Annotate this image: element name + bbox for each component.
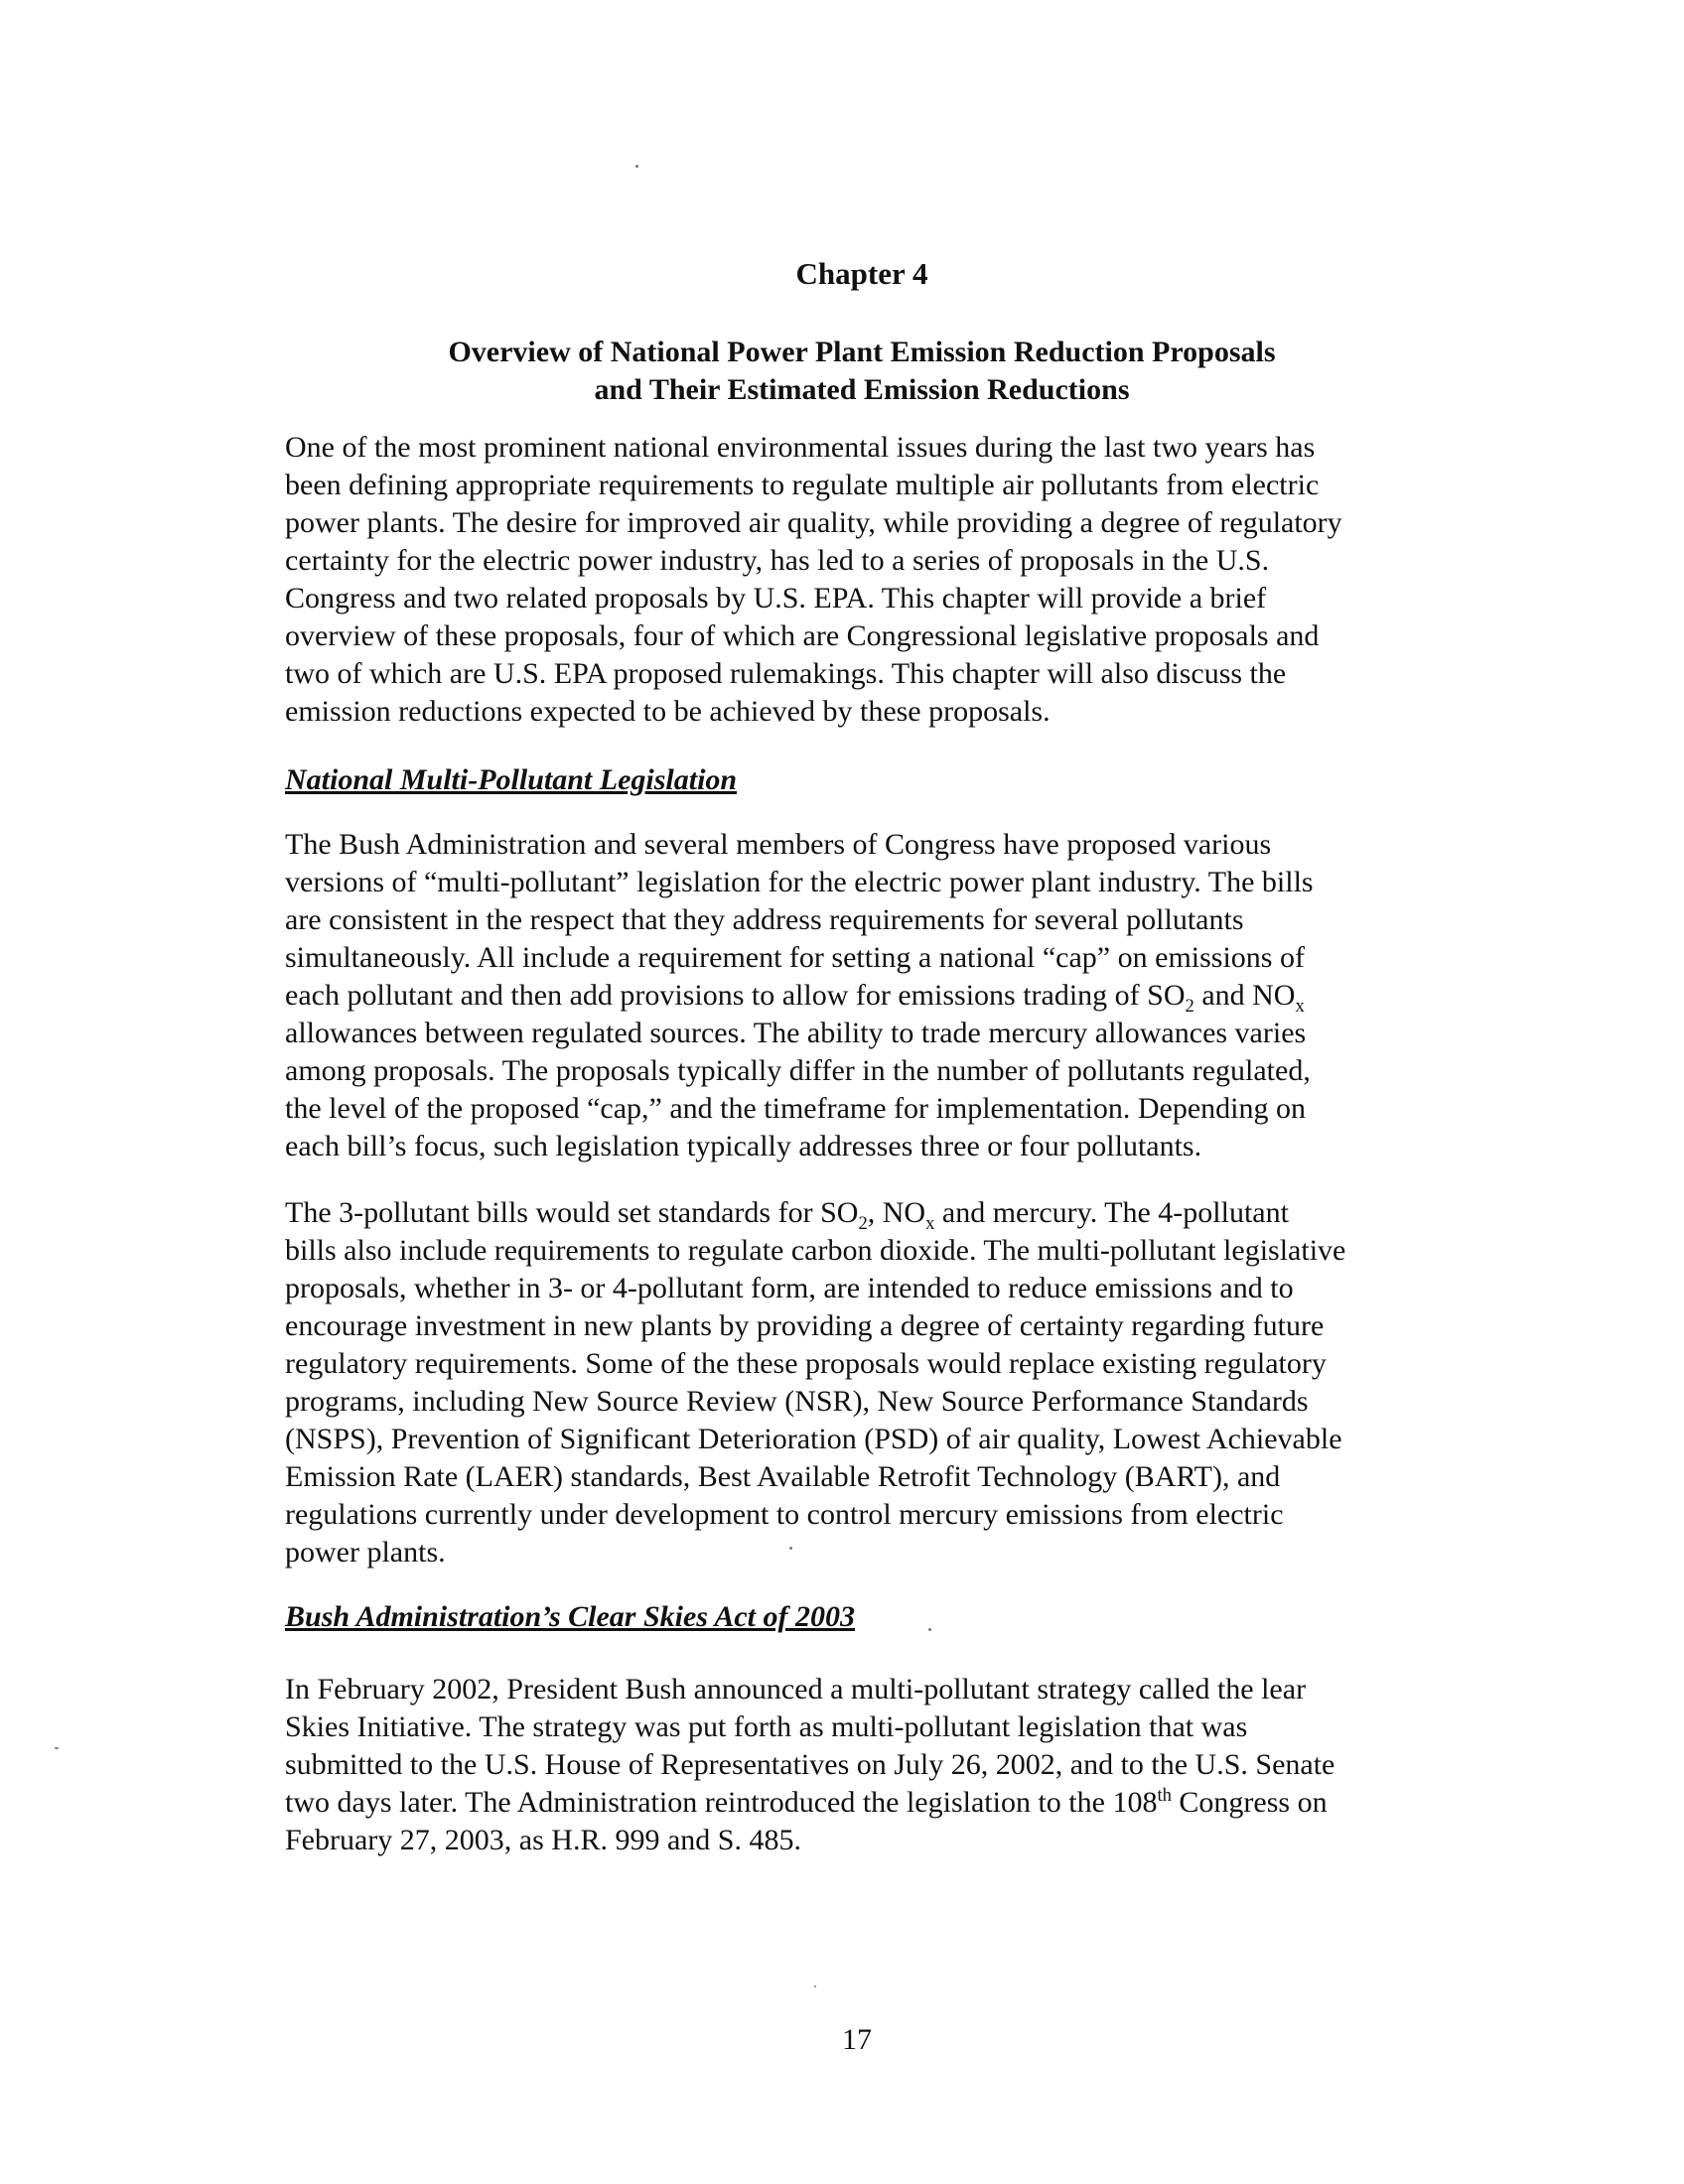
- multi-pollutant-paragraph-1: [285, 826, 1476, 1165]
- paragraph-line: certainty for the electric power industry, has led to a series of proposals in the U.S.: [285, 544, 1270, 577]
- page-number: 17: [842, 2023, 872, 2056]
- paragraph-line: regulatory requirements. Some of the these proposals would replace existing regulatory: [285, 1347, 1327, 1380]
- paragraph-line: The Bush Administration and several members of Congress have proposed various: [285, 828, 1272, 861]
- paragraph-line: One of the most prominent national environmental issues during the last two years has: [285, 431, 1316, 464]
- scan-speck: [814, 1985, 816, 1987]
- paragraph-line: proposals, whether in 3- or 4-pollutant form, are intended to reduce emissions and to: [285, 1272, 1294, 1304]
- line-text: Congress on: [1171, 1786, 1328, 1819]
- chapter-label: Chapter 4: [795, 256, 928, 291]
- paragraph-line: programs, including New Source Review (NSR), New Source Performance Standards: [285, 1385, 1309, 1418]
- clear-skies-paragraph: [285, 1671, 1476, 1859]
- paragraph-line: In February 2002, President Bush announced a multi-pollutant strategy called the lear: [285, 1673, 1307, 1706]
- paragraph-line: among proposals. The proposals typically differ in the number of pollutants regulated,: [285, 1054, 1311, 1087]
- subscript: 2: [1185, 996, 1194, 1017]
- paragraph-line: submitted to the U.S. House of Representatives on July 26, 2002, and to the U.S. Senate: [285, 1748, 1335, 1781]
- paragraph-line: emission reductions expected to be achieved by these proposals.: [285, 695, 1051, 728]
- subscript: x: [1295, 996, 1305, 1017]
- paragraph-line: [285, 1784, 1476, 1822]
- paragraph-line: Congress and two related proposals by U.S. EPA. This chapter will provide a brief: [285, 582, 1267, 614]
- chapter-title-line: and Their Estimated Emission Reductions: [594, 373, 1130, 406]
- paragraph-line: versions of “multi-pollutant” legislation for the electric power plant industry. The bills: [285, 866, 1314, 898]
- line-text: two days later. The Administration reintroduced the legislation to the 108: [285, 1786, 1158, 1819]
- chapter-title-line: Overview of National Power Plant Emission Reduction Proposals: [448, 336, 1276, 368]
- paragraph-line: overview of these proposals, four of which are Congressional legislative proposals and: [285, 619, 1320, 652]
- paragraph-line: February 27, 2003, as H.R. 999 and S. 485.: [285, 1824, 801, 1856]
- section-heading-clear-skies: Bush Administration’s Clear Skies Act of 2003: [285, 1600, 855, 1633]
- paragraph-line: simultaneously. All include a requirement for setting a national “cap” on emissions of: [285, 941, 1305, 974]
- subscript: x: [925, 1213, 935, 1234]
- paragraph-line: encourage investment in new plants by providing a degree of certainty regarding future: [285, 1309, 1325, 1342]
- paragraph-line: each bill’s focus, such legislation typically addresses three or four pollutants.: [285, 1130, 1202, 1162]
- paragraph-line: two of which are U.S. EPA proposed rulemakings. This chapter will also discuss the: [285, 657, 1287, 690]
- paragraph-line: regulations currently under development to control mercury emissions from electric: [285, 1498, 1284, 1531]
- intro-paragraph: [285, 429, 1476, 731]
- chapter-title: [0, 334, 1684, 409]
- superscript: th: [1157, 1785, 1172, 1806]
- line-text: , NO: [867, 1196, 926, 1229]
- subscript: 2: [858, 1213, 868, 1234]
- line-text: and NO: [1193, 979, 1296, 1012]
- paragraph-line: power plants. The desire for improved air quality, while providing a degree of regulatory: [285, 506, 1342, 539]
- paragraph-line: (NSPS), Prevention of Significant Deterioration (PSD) of air quality, Lowest Achievable: [285, 1423, 1342, 1455]
- paragraph-line: the level of the proposed “cap,” and the timeframe for implementation. Depending on: [285, 1092, 1306, 1125]
- scan-speck: [635, 165, 638, 168]
- paragraph-line: are consistent in the respect that they address requirements for several pollutants: [285, 903, 1244, 936]
- paragraph-line: been defining appropriate requirements to regulate multiple air pollutants from electric: [285, 469, 1320, 501]
- paragraph-line: bills also include requirements to regulate carbon dioxide. The multi-pollutant legislative: [285, 1234, 1346, 1267]
- paragraph-line: allowances between regulated sources. The ability to trade mercury allowances varies: [285, 1017, 1307, 1049]
- paragraph-line: power plants.: [285, 1536, 446, 1569]
- multi-pollutant-paragraph-2: [285, 1194, 1476, 1571]
- paragraph-line: Emission Rate (LAER) standards, Best Available Retrofit Technology (BART), and: [285, 1460, 1281, 1493]
- section-heading-multi-pollutant: National Multi-Pollutant Legislation: [285, 763, 738, 796]
- line-text: The 3-pollutant bills would set standards for SO: [285, 1196, 859, 1229]
- scan-speck: [928, 1628, 931, 1631]
- paragraph-line: Skies Initiative. The strategy was put forth as multi-pollutant legislation that was: [285, 1710, 1248, 1743]
- line-text: each pollutant and then add provisions to allow for emissions trading of SO: [285, 979, 1186, 1012]
- paragraph-line: [285, 977, 1476, 1015]
- scan-speck: [55, 1747, 59, 1749]
- line-text: and mercury. The 4-pollutant: [934, 1196, 1289, 1229]
- paragraph-line: [285, 1194, 1476, 1232]
